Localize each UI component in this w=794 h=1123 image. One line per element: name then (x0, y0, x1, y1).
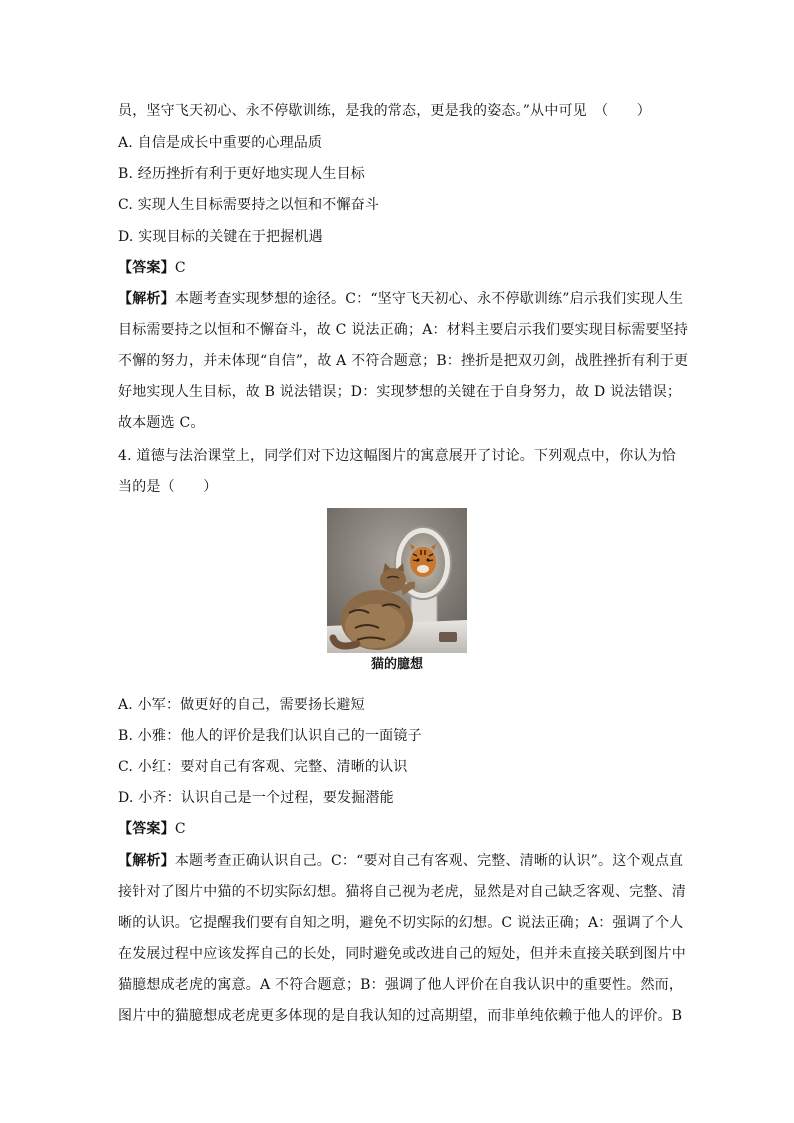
q4-analysis-line-4: 在发展过程中应该发挥自己的长处，同时避免或改进自己的短处，但并未直接关联到图片中 (118, 946, 686, 962)
q4-answer (118, 819, 688, 839)
answer-value: C (174, 821, 186, 837)
analysis-text: 本题考查正确认识自己。C：“要对自己有客观、完整、清晰的认识”。这个观点直 (174, 853, 684, 869)
q3-analysis-line-5: 故本题选 C。 (118, 415, 205, 431)
cat-mirror-tiger-image (327, 508, 467, 653)
q3-option-a: A. 自信是成长中重要的心理品质 (118, 135, 323, 151)
q3-option-b: B. 经历挫折有利于更好地实现人生目标 (118, 166, 365, 182)
figure-illustration (327, 508, 467, 653)
q4-stem-line-1: 4. 道德与法治课堂上，同学们对下边这幅图片的寓意展开了讨论。下列观点中，你认为恰 (118, 448, 677, 464)
q4-analysis-line-5: 猫臆想成老虎的寓意。A 不符合题意；B：强调了他人评价在自我认识中的重要性。然而， (118, 977, 684, 993)
q4-option-d: D. 小齐：认识自己是一个过程，要发掘潜能 (118, 790, 394, 806)
q3-stem-tail: 员，坚守飞天初心、永不停歇训练，是我的常态，更是我的姿态。”从中可见 （ ） (118, 103, 651, 119)
q4-option-c: C. 小红：要对自己有客观、完整、清晰的认识 (118, 759, 408, 775)
answer-label: 【答案】 (118, 821, 175, 837)
answer-label: 【答案】 (118, 260, 175, 276)
analysis-label: 【解析】 (118, 853, 175, 869)
q4-stem-line-2: 当的是（ ） (118, 479, 218, 495)
q3-analysis-line-2: 目标需要持之以恒和不懈奋斗，故 C 说法正确；A：材料主要启示我们要实现目标需要坚持 (118, 322, 689, 338)
q4-analysis-line-6: 图片中的猫臆想成老虎更多体现的是自我认知的过高期望，而非单纯依赖于他人的评价。B (118, 1008, 683, 1024)
q4-analysis-line-3: 晰的认识。它提醒我们要有自知之明，避免不切实际的幻想。C 说法正确；A：强调了个人 (118, 915, 684, 931)
q3-analysis-line-1 (118, 289, 688, 309)
q3-analysis-line-4: 好地实现人生目标，故 B 说法错误；D：实现梦想的关键在于自身努力，故 D 说法错误； (118, 384, 682, 400)
q4-option-a: A. 小军：做更好的自己，需要扬长避短 (118, 697, 365, 713)
q4-option-b: B. 小雅：他人的评价是我们认识自己的一面镜子 (118, 728, 422, 744)
q3-answer (118, 258, 688, 278)
q4-analysis-line-1 (118, 851, 684, 871)
q3-option-c: C. 实现人生目标需要持之以恒和不懈奋斗 (118, 197, 380, 213)
analysis-text: 本题考查实现梦想的途径。C：“坚守飞天初心、永不停歇训练”启示我们实现人生 (174, 291, 684, 307)
analysis-label: 【解析】 (118, 291, 175, 307)
q3-analysis-line-3: 不懈的努力，并未体现“自信”，故 A 不符合题意；B：挫折是把双刃剑，战胜挫折有利于更 (118, 353, 689, 369)
q3-option-d: D. 实现目标的关键在于把握机遇 (118, 229, 323, 245)
figure-caption: 猫的臆想 (370, 657, 423, 672)
q4-analysis-line-2: 接针对了图片中猫的不切实际幻想。猫将自己视为老虎，显然是对自己缺乏客观、完整、清 (118, 884, 686, 900)
answer-value: C (174, 260, 186, 276)
